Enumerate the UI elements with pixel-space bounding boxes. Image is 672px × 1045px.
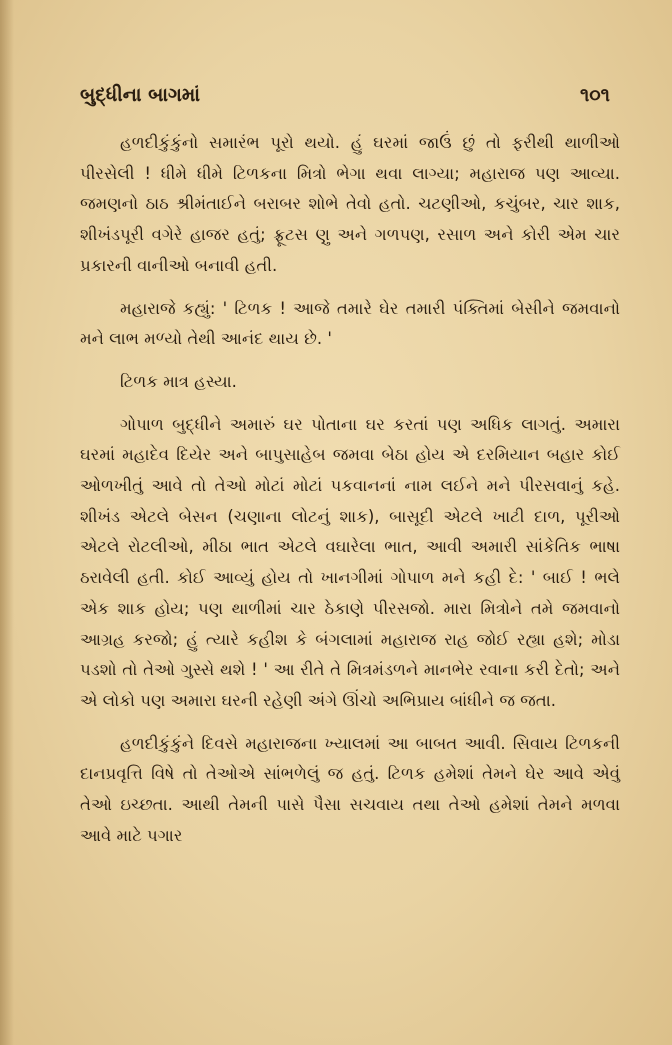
body-text xyxy=(80,128,620,851)
paragraph: ટિળક માત્ર હસ્યા. xyxy=(120,371,237,391)
running-header xyxy=(80,84,610,124)
paragraph: હળદીકુંકુંને દિવસે મહારાજના ખ્યાલમાં આ બાબત આવી. સિવાય ટિળકની દાનપ્રવૃત્તિ વિષે તો તેઓએ સાંભળેલું જ હતું. ટિળક હમેશાં તેમને ઘેર આવે એવું તેઓ ઇચ્છતા. આથી તેમની પાસે પૈસા સચવાય તથા તેઓ હમેશાં તેમને મળવા આવે માટે પગાર xyxy=(80,733,620,845)
page-gutter-shadow xyxy=(0,0,14,1045)
page-number: ૧૦૧ xyxy=(579,84,610,106)
paragraph: મહારાજે કહ્યું: ' ટિળક ! આજે તમારે ઘેર તમારી પંક્તિમાં બેસીને જમવાનો મને લાભ મળ્યો તેથી આનંદ થાય છે. ' xyxy=(80,298,620,349)
paragraph: હળદીકુંકુંનો સમારંભ પૂરો થયો. હું ઘરમાં જાઉં છું તો ફરીથી થાળીઓ પીરસેલી ! ધીમે ધીમે ટિળકના મિત્રો ભેગા થવા લાગ્યા; મહારાજ પણ આવ્યા. જમણનો ઠાઠ શ્રીમંતાઈને બરાબર શોભે તેવો હતો. ચટણીઓ, કચુંબર, ચાર શાક, શીખંડપૂરી વગેરે હાજર હતું; ફ્રૂટસ ણુ અને ગળપણ, રસાળ અને કોરી એમ ચાર પ્રકારની વાનીઓ બનાવી હતી. xyxy=(80,133,620,275)
paragraph: ગોપાળ બુદ્ધીને અમારું ઘર પોતાના ઘર કરતાં પણ અધિક લાગતું. અમારા ઘરમાં મહાદેવ દિયેર અને બાપુસાહેબ જમવા બેઠા હોય એ દરમિયાન બહાર કોઈ ઓળખીતું આવે તો તેઓ મોટાં મોટાં પકવાનનાં નામ લઈને મને પીરસવાનું કહે. શીખંડ એટલે બેસન (ચણાના લોટનું શાક), બાસૂદી એટલે ખાટી દાળ, પૂરીઓ એટલે રોટલીઓ, મીઠા ભાત એટલે વઘારેલા ભાત, આવી અમારી સાંકેતિક ભાષા ઠરાવેલી હતી. કોઈ આવ્યું હોય તો ખાનગીમાં ગોપાળ મને કહી દે: ' બાઈ ! ભલે એક શાક હોય; પણ થાળીમાં ચાર ઠેકાણે પીરસજો. મારા મિત્રોને તમે જમવાનો આગ્રહ કરજો; હું ત્યારે કહીશ કે બંગલામાં મહારાજ રાહ જોઈ રહ્યા હશે; મોડા પડશો તો તેઓ ગુસ્સે થશે ! ' આ રીતે તે મિત્રમંડળને માનભેર રવાના કરી દેતો; અને એ લોકો પણ અમારા ઘરની રહેણી અંગે ઊંચો અભિપ્રાય બાંધીને જ જતા. xyxy=(80,414,620,710)
chapter-title: બુદ્ધીના બાગમાં xyxy=(80,84,200,106)
